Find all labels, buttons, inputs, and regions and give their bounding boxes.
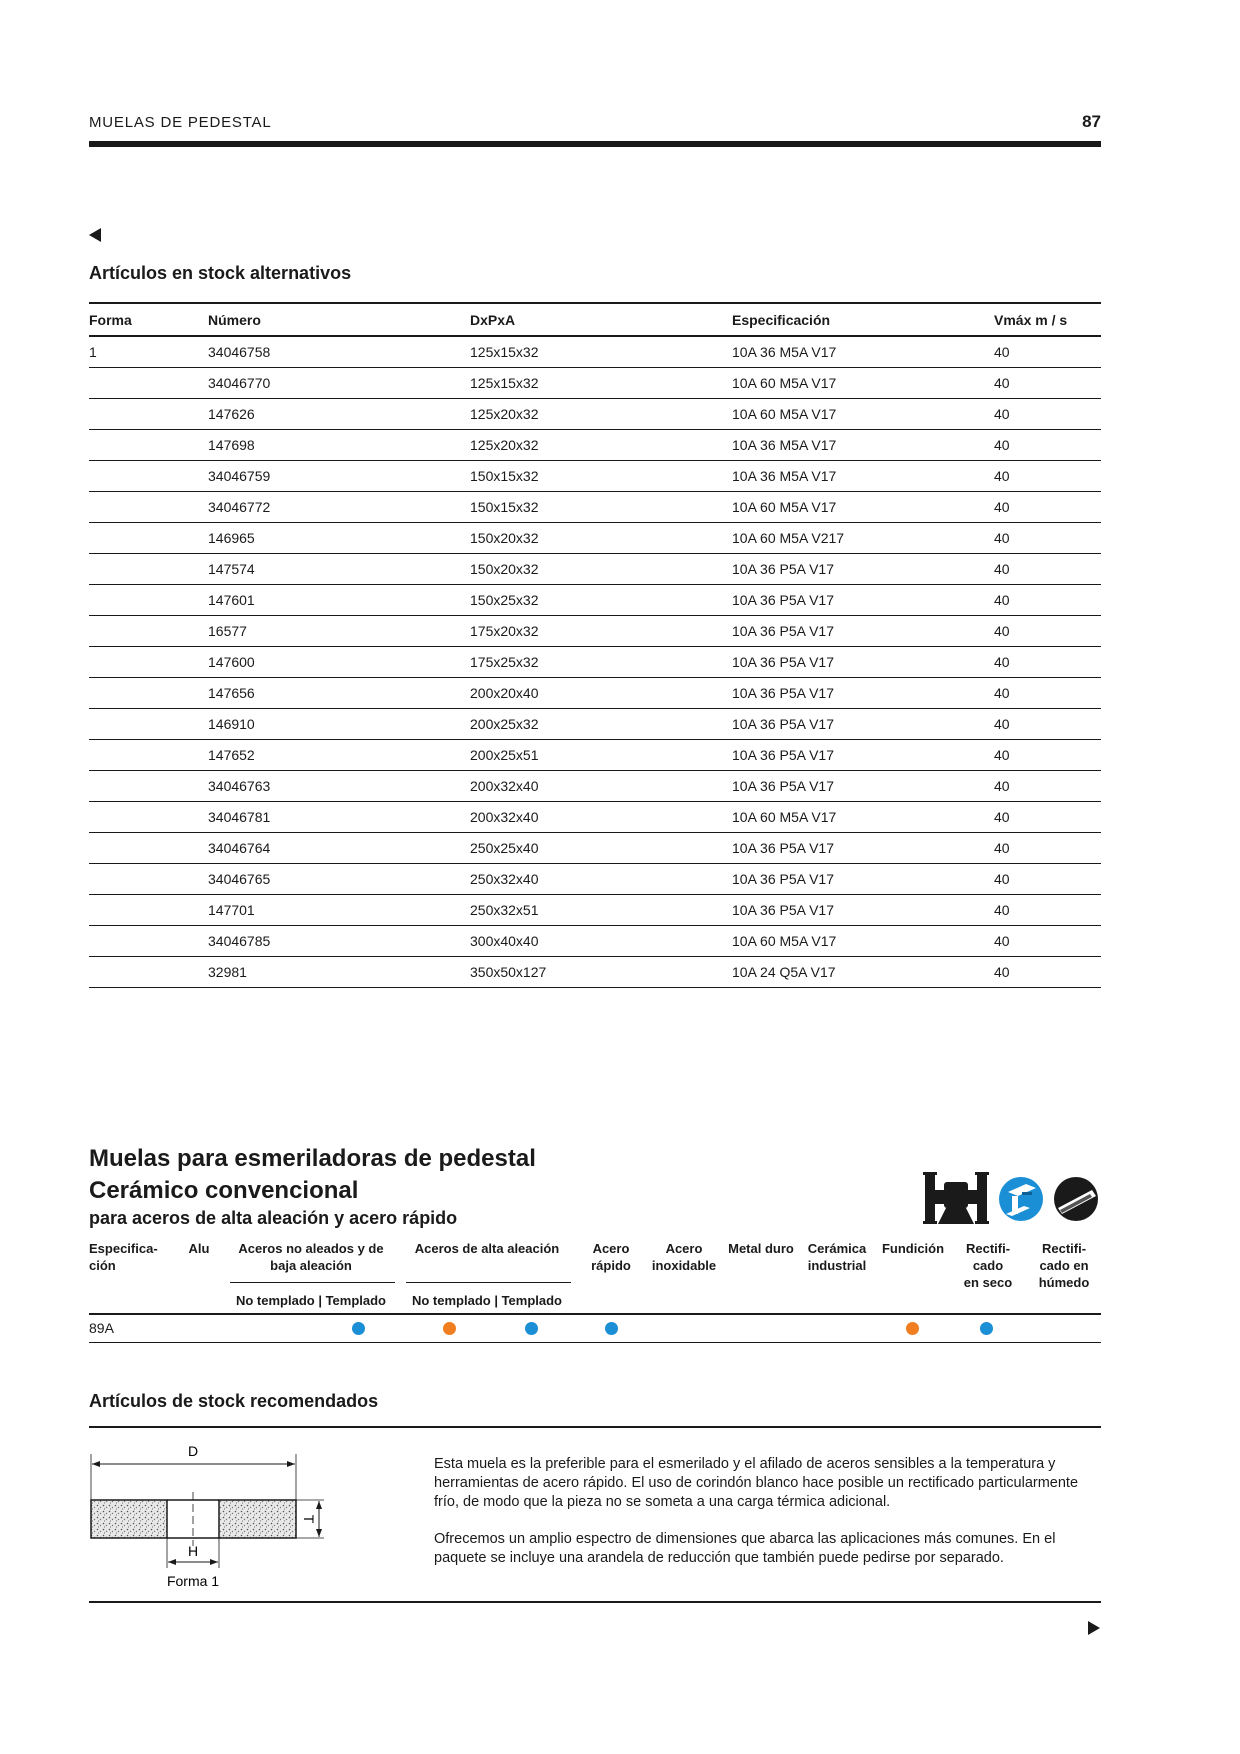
- table-row: [89, 461, 1101, 492]
- cell-vmax: 40: [994, 437, 1010, 453]
- cell-numero: 34046770: [208, 375, 271, 391]
- cell-numero: 32981: [208, 964, 247, 980]
- diagram-label-d: D: [187, 1444, 199, 1459]
- cell-dxpxa: 200x32x40: [470, 809, 539, 825]
- cell-numero: 147601: [208, 592, 255, 608]
- cell-vmax: 40: [994, 778, 1010, 794]
- table-row: [89, 802, 1101, 833]
- cell-dxpxa: 150x15x32: [470, 468, 539, 484]
- cell-especificacion: 10A 60 M5A V217: [732, 530, 845, 546]
- cell-numero: 147701: [208, 902, 255, 918]
- cell-numero: 146910: [208, 716, 255, 732]
- cell-numero: 147600: [208, 654, 255, 670]
- cell-vmax: 40: [994, 871, 1010, 887]
- cell-especificacion: 10A 60 M5A V17: [732, 375, 837, 391]
- table-row: [89, 957, 1101, 988]
- product-description: [434, 1455, 1099, 1586]
- table-row: [89, 554, 1101, 585]
- cell-numero: 147574: [208, 561, 255, 577]
- cell-dxpxa: 200x25x51: [470, 747, 539, 763]
- product-title-line2: Cerámico convencional: [89, 1177, 359, 1204]
- cell-dxpxa: 125x20x32: [470, 406, 539, 422]
- product-subtitle: para aceros de alta aleación y acero rápido: [89, 1208, 458, 1228]
- app-col-acero-rapido: [578, 1240, 644, 1274]
- col-header-vmax: Vmáx m / s: [994, 311, 1068, 328]
- table-row: [89, 616, 1101, 647]
- app-col-no-aleados-line1: Aceros no aleados y de: [238, 1241, 384, 1256]
- app-col-metal-duro: Metal duro: [728, 1241, 794, 1256]
- recommended-bottom-rule: [89, 1601, 1101, 1603]
- cell-numero: 147626: [208, 406, 255, 422]
- table-row: [89, 647, 1101, 678]
- app-col-acero-rapido-line1: Acero: [592, 1241, 630, 1256]
- cell-vmax: 40: [994, 406, 1010, 422]
- cell-especificacion: 10A 60 M5A V17: [732, 933, 837, 949]
- app-col-alu: Alu: [188, 1241, 210, 1256]
- application-row-rule: [89, 1342, 1101, 1343]
- bench-grinder-icon: [923, 1172, 989, 1224]
- cell-dxpxa: 125x15x32: [470, 375, 539, 391]
- cell-dxpxa: 250x32x51: [470, 902, 539, 918]
- cell-vmax: 40: [994, 933, 1010, 949]
- cell-especificacion: 10A 36 P5A V17: [732, 623, 834, 639]
- cell-dxpxa: 300x40x40: [470, 933, 539, 949]
- cell-especificacion: 10A 36 P5A V17: [732, 561, 834, 577]
- suitability-dot-rectificado-seco: [906, 1322, 919, 1335]
- cell-vmax: 40: [994, 592, 1010, 608]
- cell-vmax: 40: [994, 747, 1010, 763]
- app-col-acero-rapido-line2: rápido: [591, 1258, 631, 1273]
- cell-vmax: 40: [994, 623, 1010, 639]
- table-header-row: [89, 304, 1101, 337]
- table-body: [89, 337, 1101, 988]
- app-col-ceramica-line1: Cerámica: [807, 1241, 867, 1256]
- col-header-forma: Forma: [89, 311, 132, 328]
- cell-especificacion: 10A 36 P5A V17: [732, 654, 834, 670]
- cell-especificacion: 10A 60 M5A V17: [732, 406, 837, 422]
- no-aleados-group-rule: [230, 1282, 395, 1283]
- cell-especificacion: 10A 36 P5A V17: [732, 778, 834, 794]
- app-col-no-aleados-line2: baja aleación: [270, 1258, 352, 1273]
- running-header-title: MUELAS DE PEDESTAL: [89, 114, 272, 131]
- cell-numero: 34046785: [208, 933, 271, 949]
- app-col-spec-line1: Especifica-: [89, 1241, 158, 1256]
- cell-numero: 147656: [208, 685, 255, 701]
- cell-numero: 34046765: [208, 871, 271, 887]
- cell-dxpxa: 250x25x40: [470, 840, 539, 856]
- alternative-stock-table: [89, 302, 1101, 988]
- app-col-spec: [89, 1240, 169, 1274]
- table-row: [89, 833, 1101, 864]
- diagram-label-h: H: [187, 1543, 199, 1559]
- col-header-dxpxa: DxPxA: [470, 311, 516, 328]
- table-row: [89, 523, 1101, 554]
- cell-dxpxa: 200x25x32: [470, 716, 539, 732]
- cell-vmax: 40: [994, 344, 1010, 360]
- cell-numero: 16577: [208, 623, 247, 639]
- col-header-numero: Número: [208, 311, 261, 328]
- cell-numero: 34046763: [208, 778, 271, 794]
- cell-vmax: 40: [994, 530, 1010, 546]
- application-icons: [922, 1170, 1102, 1228]
- header-rule: [89, 141, 1101, 147]
- table-row: [89, 864, 1101, 895]
- app-col-humedo-line2: cado en: [1039, 1258, 1089, 1273]
- previous-page-arrow-icon[interactable]: [89, 228, 101, 242]
- suitability-dot-rectificado-humedo: [980, 1322, 993, 1335]
- alta-aleacion-subheader: No templado | Templado: [411, 1293, 562, 1308]
- app-col-humedo-line1: Rectifi-: [1041, 1241, 1087, 1256]
- cell-numero: 34046759: [208, 468, 271, 484]
- diagram-label-t: T: [301, 1514, 317, 1524]
- cell-vmax: 40: [994, 964, 1010, 980]
- suitability-dot-alta-aleacion-templado: [525, 1322, 538, 1335]
- cell-especificacion: 10A 36 P5A V17: [732, 747, 834, 763]
- cell-especificacion: 10A 60 M5A V17: [732, 499, 837, 515]
- cell-especificacion: 10A 36 M5A V17: [732, 437, 837, 453]
- table-row: [89, 740, 1101, 771]
- description-paragraph-2: Ofrecemos un amplio espectro de dimensiones que abarca las aplicaciones más comunes. En el paquete se incluye una arandela de reducción que también puede pedirse por separado.: [434, 1531, 1056, 1566]
- cell-dxpxa: 150x20x32: [470, 530, 539, 546]
- cell-especificacion: 10A 36 P5A V17: [732, 716, 834, 732]
- page-number: 87: [1082, 112, 1101, 131]
- app-col-inoxidable-line2: inoxidable: [651, 1258, 717, 1273]
- app-col-inoxidable-line1: Acero: [665, 1241, 703, 1256]
- cell-dxpxa: 150x15x32: [470, 499, 539, 515]
- suitability-dot-acero-rapido: [605, 1322, 618, 1335]
- suitability-dot-no-aleados-templado: [352, 1322, 365, 1335]
- cell-vmax: 40: [994, 468, 1010, 484]
- table-row: [89, 585, 1101, 616]
- cell-dxpxa: 200x32x40: [470, 778, 539, 794]
- app-col-rectificado-humedo: [1028, 1240, 1100, 1291]
- suitability-dot-alta-aleacion-no-templado: [443, 1322, 456, 1335]
- cell-dxpxa: 175x25x32: [470, 654, 539, 670]
- cell-vmax: 40: [994, 840, 1010, 856]
- cell-vmax: 40: [994, 654, 1010, 670]
- app-row-spec: 89A: [89, 1320, 114, 1336]
- cell-numero: 146965: [208, 530, 255, 546]
- application-table-rule: [89, 1313, 1101, 1315]
- cell-vmax: 40: [994, 809, 1010, 825]
- cell-especificacion: 10A 36 P5A V17: [732, 871, 834, 887]
- app-col-seco-line2: cado: [972, 1258, 1004, 1273]
- cell-vmax: 40: [994, 499, 1010, 515]
- app-col-ceramica-line2: industrial: [807, 1258, 867, 1273]
- cell-vmax: 40: [994, 716, 1010, 732]
- cell-dxpxa: 175x20x32: [470, 623, 539, 639]
- cell-especificacion: 10A 36 M5A V17: [732, 468, 837, 484]
- cell-vmax: 40: [994, 561, 1010, 577]
- table-row: [89, 337, 1101, 368]
- table-row: [89, 678, 1101, 709]
- app-col-seco-line1: Rectifi-: [965, 1241, 1011, 1256]
- next-page-arrow-icon[interactable]: [1088, 1621, 1100, 1635]
- app-col-ceramica: [801, 1240, 873, 1274]
- app-col-inoxidable: [648, 1240, 720, 1274]
- app-col-no-aleados: [226, 1240, 396, 1274]
- cell-dxpxa: 200x20x40: [470, 685, 539, 701]
- hss-tool-icon: [1054, 1177, 1098, 1221]
- cell-dxpxa: 250x32x40: [470, 871, 539, 887]
- table-row: [89, 430, 1101, 461]
- cell-especificacion: 10A 36 M5A V17: [732, 344, 837, 360]
- table-row: [89, 399, 1101, 430]
- cell-dxpxa: 125x15x32: [470, 344, 539, 360]
- cell-numero: 34046764: [208, 840, 271, 856]
- col-header-especificacion: Especificación: [732, 311, 831, 328]
- product-title: [89, 1143, 536, 1207]
- cell-dxpxa: 350x50x127: [470, 964, 547, 980]
- cell-dxpxa: 125x20x32: [470, 437, 539, 453]
- product-title-line1: Muelas para esmeriladoras de pedestal: [89, 1145, 536, 1172]
- cell-dxpxa: 150x20x32: [470, 561, 539, 577]
- description-paragraph-1: Esta muela es la preferible para el esmerilado y el afilado de aceros sensibles a la temperatura y herramientas de acero rápido. El uso de corindón blanco hace posible un rectificado particularmente frío, de modo que la pieza no se someta a una carga térmica adicional.: [434, 1456, 1079, 1510]
- cell-vmax: 40: [994, 902, 1010, 918]
- recommended-stock-heading: Artículos de stock recomendados: [89, 1391, 379, 1411]
- app-col-alta-aleacion: Aceros de alta aleación: [414, 1241, 560, 1256]
- app-col-humedo-line3: húmedo: [1038, 1275, 1090, 1290]
- wheel-diagram: [84, 1444, 344, 1594]
- table-row: [89, 771, 1101, 802]
- cell-especificacion: 10A 36 P5A V17: [732, 902, 834, 918]
- table-row: [89, 492, 1101, 523]
- cell-numero: 147698: [208, 437, 255, 453]
- app-col-rectificado-seco: [952, 1240, 1024, 1291]
- alta-aleacion-group-rule: [406, 1282, 571, 1283]
- table-row: [89, 368, 1101, 399]
- table-row: [89, 895, 1101, 926]
- cell-vmax: 40: [994, 685, 1010, 701]
- cell-dxpxa: 150x25x32: [470, 592, 539, 608]
- table-row: [89, 926, 1101, 957]
- cell-numero: 34046781: [208, 809, 271, 825]
- cell-forma: 1: [89, 344, 97, 360]
- cell-numero: 34046758: [208, 344, 271, 360]
- cell-especificacion: 10A 24 Q5A V17: [732, 964, 836, 980]
- cell-numero: 34046772: [208, 499, 271, 515]
- cell-especificacion: 10A 60 M5A V17: [732, 809, 837, 825]
- app-col-seco-line3: en seco: [963, 1275, 1013, 1290]
- cell-especificacion: 10A 36 P5A V17: [732, 840, 834, 856]
- recommended-top-rule: [89, 1426, 1101, 1428]
- cell-especificacion: 10A 36 P5A V17: [732, 685, 834, 701]
- app-col-fundicion: Fundición: [881, 1241, 945, 1256]
- app-col-spec-line2: ción: [89, 1258, 116, 1273]
- cell-especificacion: 10A 36 P5A V17: [732, 592, 834, 608]
- table-row: [89, 709, 1101, 740]
- alternative-stock-heading: Artículos en stock alternativos: [89, 263, 352, 283]
- steel-beam-icon: [999, 1177, 1043, 1221]
- no-aleados-subheader: No templado | Templado: [235, 1293, 386, 1308]
- diagram-caption: Forma 1: [166, 1573, 220, 1589]
- cell-numero: 147652: [208, 747, 255, 763]
- cell-vmax: 40: [994, 375, 1010, 391]
